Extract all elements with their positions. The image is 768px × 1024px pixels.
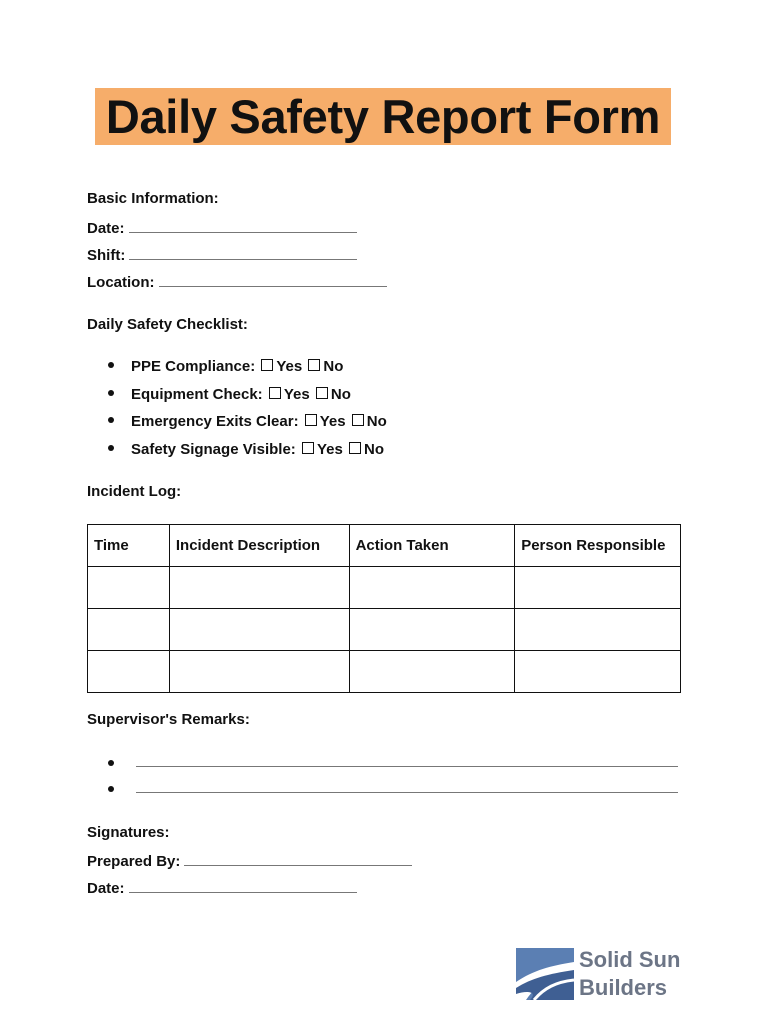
- no-checkbox[interactable]: [349, 442, 361, 454]
- date-label: Date:: [87, 220, 125, 237]
- checklist-item: [108, 384, 387, 412]
- location-field[interactable]: [159, 272, 387, 287]
- prepared-by-field[interactable]: [184, 851, 412, 866]
- company-logo: [516, 946, 686, 1002]
- signatures-heading: Signatures:: [87, 824, 170, 841]
- table-cell[interactable]: [88, 609, 170, 651]
- date-field[interactable]: [129, 218, 357, 233]
- no-checkbox[interactable]: [352, 414, 364, 426]
- no-checkbox[interactable]: [316, 387, 328, 399]
- yes-label: Yes: [316, 440, 343, 458]
- remarks-heading: Supervisor's Remarks:: [87, 711, 250, 728]
- table-row: [88, 567, 681, 609]
- location-label: Location:: [87, 274, 155, 291]
- no-label: No: [323, 358, 344, 375]
- yes-checkbox[interactable]: [269, 387, 281, 399]
- bullet-icon: [108, 445, 114, 451]
- yes-checkbox[interactable]: [302, 442, 314, 454]
- bullet-icon: [108, 760, 114, 766]
- remark-line[interactable]: [108, 756, 678, 772]
- table-cell[interactable]: [349, 567, 515, 609]
- no-label: No: [366, 413, 387, 430]
- basic-info-heading: Basic Information:: [87, 190, 219, 207]
- checklist-item: [108, 356, 387, 384]
- yes-checkbox[interactable]: [305, 414, 317, 426]
- signature-date-label: Date:: [87, 880, 125, 897]
- table-cell[interactable]: [349, 609, 515, 651]
- prepared-by-label: Prepared By:: [87, 853, 181, 870]
- incident-log-table: [87, 524, 681, 693]
- bullet-icon: [108, 362, 114, 368]
- no-label: No: [364, 440, 384, 458]
- yes-checkbox[interactable]: [261, 359, 273, 371]
- table-cell[interactable]: [169, 609, 349, 651]
- checklist-heading: Daily Safety Checklist:: [87, 316, 248, 333]
- signature-date-row: [87, 878, 357, 897]
- column-header-incident-description: Incident Description: [169, 525, 349, 567]
- checklist-item-label: Emergency Exits Clear:: [131, 413, 299, 430]
- prepared-by-row: [87, 851, 412, 870]
- table-cell[interactable]: [88, 567, 170, 609]
- table-cell[interactable]: [169, 651, 349, 693]
- shift-field-row: [87, 245, 357, 264]
- yes-label: Yes: [276, 358, 303, 375]
- bullet-icon: [108, 417, 114, 423]
- table-row: [88, 609, 681, 651]
- bullet-icon: [108, 390, 114, 396]
- no-checkbox[interactable]: [308, 359, 320, 371]
- table-row: [88, 651, 681, 693]
- logo-line1: Solid Sun: [579, 947, 681, 972]
- checklist: [108, 356, 387, 466]
- table-cell[interactable]: [515, 567, 681, 609]
- checklist-item-label: PPE Compliance:: [131, 358, 256, 375]
- shift-label: Shift:: [87, 247, 126, 264]
- page-title: Daily Safety Report Form: [95, 88, 671, 145]
- incident-log-heading: Incident Log:: [87, 483, 182, 500]
- table-cell[interactable]: [515, 609, 681, 651]
- table-cell[interactable]: [515, 651, 681, 693]
- column-header-person-responsible: Person Responsible: [515, 525, 681, 567]
- remark-line[interactable]: [108, 782, 678, 798]
- no-label: No: [330, 385, 351, 403]
- yes-label: Yes: [283, 385, 310, 403]
- column-header-action-taken: Action Taken: [349, 525, 515, 567]
- checklist-item-label: Safety Signage Visible:: [131, 440, 296, 458]
- date-field-row: [87, 218, 357, 237]
- location-field-row: [87, 272, 387, 291]
- yes-label: Yes: [319, 413, 346, 430]
- checklist-item-label: Equipment Check:: [131, 385, 263, 403]
- table-cell[interactable]: [169, 567, 349, 609]
- table-header-row: [88, 525, 681, 567]
- signature-date-field[interactable]: [129, 878, 357, 893]
- table-cell[interactable]: [88, 651, 170, 693]
- bullet-icon: [108, 786, 114, 792]
- column-header-time: Time: [88, 525, 170, 567]
- checklist-item: [108, 411, 387, 439]
- checklist-item: [108, 439, 387, 467]
- table-cell[interactable]: [349, 651, 515, 693]
- logo-text: [579, 946, 680, 1002]
- shift-field[interactable]: [129, 245, 357, 260]
- logo-road-icon: [516, 948, 574, 1000]
- logo-line2: Builders: [579, 975, 668, 1000]
